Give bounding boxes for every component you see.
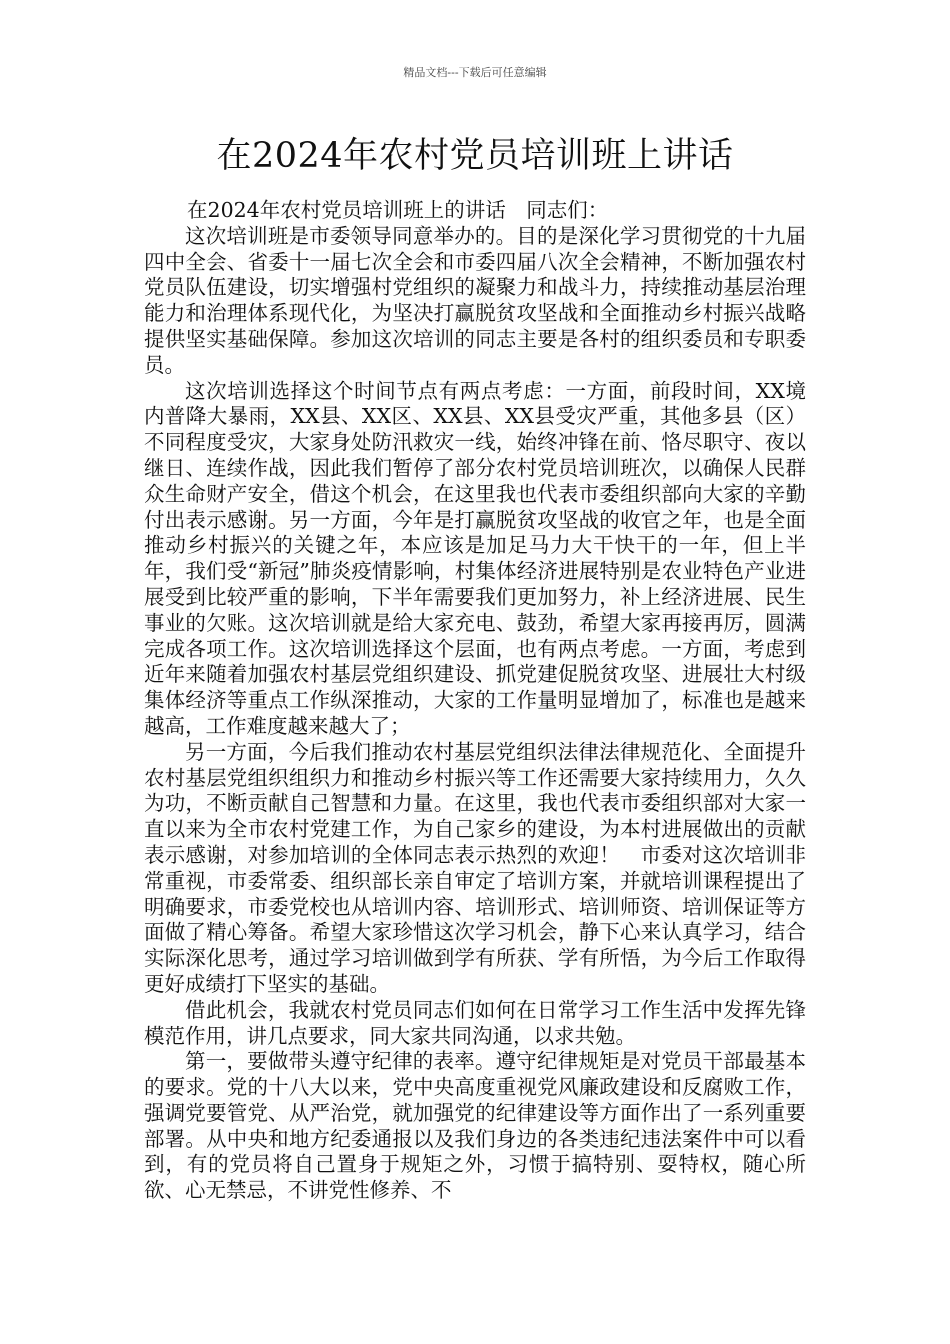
document-body (144, 198, 806, 1204)
header-note: 精品文档---下载后可任意编辑 (403, 66, 547, 79)
paragraph: 这次培训班是市委领导同意举办的。目的是深化学习贯彻党的十九届四中全会、省委十一届七次全会和市委四届八次全会精神，不断加强农村党员队伍建设，切实增强村党组织的凝聚力和战斗力，持续推动基层治理能力和治理体系现代化，为坚决打赢脱贫攻坚战和全面推动乡村振兴战略提供坚实基础保障。参加这次培训的同志主要是各村的组织委员和专职委员。 (144, 223, 806, 377)
paragraph: 这次培训选择这个时间节点有两点考虑：一方面，前段时间，XX境内普降大暴雨，XX县、XX区、XX县、XX县受灾严重，其他多县（区）不同程度受灾，大家身处防汛救灾一线，始终冲锋在前、恪尽职守、夜以继日、连续作战，因此我们暂停了部分农村党员培训班次，以确保人民群众生命财产安全，借这个机会，在这里我也代表市委组织部向大家的辛勤付出表示感谢。另一方面，今年是打赢脱贫攻坚战的收官之年，也是全面推动乡村振兴的关键之年，本应该是加足马力大干快干的一年，但上半年，我们受“新冠”肺炎疫情影响，村集体经济进展特别是农业特色产业进展受到比较严重的影响，下半年需要我们更加努力，补上经济进展、民生事业的欠账。这次培训就是给大家充电、鼓劲，希望大家再接再厉，圆满完成各项工作。这次培训选择这个层面，也有两点考虑。一方面，考虑到近年来随着加强农村基层党组织建设、抓党建促脱贫攻坚、进展壮大村级集体经济等重点工作纵深推动，大家的工作量明显增加了，标准也是越来越高，工作难度越来越大了； (144, 378, 806, 738)
paragraph: 借此机会，我就农村党员同志们如何在日常学习工作生活中发挥先锋模范作用，讲几点要求，同大家共同沟通，以求共勉。 (144, 997, 806, 1048)
paragraph: 第一，要做带头遵守纪律的表率。遵守纪律规矩是对党员干部最基本的要求。党的十八大以来，党中央高度重视党风廉政建设和反腐败工作，强调党要管党、从严治党，就加强党的纪律建设等方面作出了一系列重要部署。从中央和地方纪委通报以及我们身边的各类违纪违法案件中可以看到，有的党员将自己置身于规矩之外，习惯于搞特别、耍特权，随心所欲、心无禁忌，不讲党性修养、不 (144, 1049, 806, 1203)
document-title: 在2024年农村党员培训班上讲话 (216, 136, 734, 176)
paragraph: 另一方面，今后我们推动农村基层党组织法律法律规范化、全面提升农村基层党组织组织力和推动乡村振兴等工作还需要大家持续用力，久久为功，不断贡献自己智慧和力量。在这里，我也代表市委组织部对大家一直以来为全市农村党建工作，为自己家乡的建设，为本村进展做出的贡献表示感谢，对参加培训的全体同志表示热烈的欢迎！ 市委对这次培训非常重视，市委常委、组织部长亲自审定了培训方案，并就培训课程提出了明确要求，市委党校也从培训内容、培训形式、培训师资、培训保证等方面做了精心筹备。希望大家珍惜这次学习机会，静下心来认真学习，结合实际深化思考，通过学习培训做到学有所获、学有所悟，为今后工作取得更好成绩打下坚实的基础。 (144, 739, 806, 996)
paragraph-intro: 在2024年农村党员培训班上的讲话 同志们： (187, 198, 609, 222)
